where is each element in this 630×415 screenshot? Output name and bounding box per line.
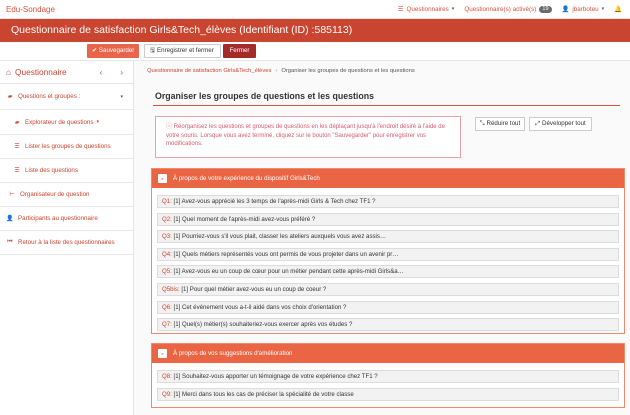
question-item[interactable]: Q2: [1] Quel moment de l'après-midi avez-vous préféré ? xyxy=(157,213,619,226)
info-alert-text: Réorganisez les questions et groupes de questions en les déplaçant jusqu'à l'endroit désiré à l'aide de votre souris. Lorsque vous avez terminé, cliquez sur le bouton "Sauvegarder" pour enregistrer vos modifications. xyxy=(166,124,445,148)
question-item[interactable]: Q4: [1] Quels métiers représentés vous ont permis de vous projeter dans un avenir pr… xyxy=(157,248,619,261)
question-group[interactable] xyxy=(151,343,625,408)
expand-all-button[interactable]: ⤢ Développer tout xyxy=(529,117,592,131)
question-item[interactable]: Q9: [1] Merci dans tous les cas de préciser la spécialité de votre classe xyxy=(157,388,619,401)
close-button[interactable]: Fermer xyxy=(223,44,256,58)
list-icon: ☰ xyxy=(397,5,404,13)
collapse-all-button[interactable]: ⤡ Réduire tout xyxy=(475,117,525,131)
question-group[interactable] xyxy=(151,168,625,334)
group-title: À propos de vos suggestions d'amélioration xyxy=(173,350,293,357)
group-header[interactable] xyxy=(152,344,624,363)
user-icon: 👤 xyxy=(6,216,14,222)
sidebar-item-list-groups[interactable]: ☰ Lister les groupes de questions xyxy=(0,135,133,159)
title-divider xyxy=(153,105,620,106)
compress-icon: ⤡ xyxy=(479,120,485,127)
breadcrumb xyxy=(147,65,415,77)
active-questionnaires-link[interactable]: Questionnaire(s) activé(s) 19 xyxy=(464,6,551,13)
check-icon: ✔ xyxy=(92,47,98,54)
sidebar-item-list-questions[interactable]: ☰ Liste des questions xyxy=(0,159,133,183)
page-title: Organiser les groupes de questions et les questions xyxy=(155,91,375,101)
user-menu[interactable]: 👤 jbarboteu ▾ xyxy=(561,5,605,13)
collapse-toggle-icon[interactable]: - xyxy=(158,349,167,358)
group-header[interactable] xyxy=(152,169,624,188)
chevron-down-icon: ▾ xyxy=(120,93,123,100)
breadcrumb-survey-link[interactable]: Questionnaire de satisfaction Girls&Tech_élèves xyxy=(147,68,272,74)
main-content xyxy=(134,61,630,415)
chevron-down-icon: ▾ xyxy=(601,6,605,12)
breadcrumb-current: Organiser les groupes de questions et les questions xyxy=(281,68,415,74)
sidebar-title: Questionnaire xyxy=(15,67,67,77)
survey-title: Questionnaire de satisfaction Girls&Tech_élèves (Identifiant (ID) :585113) xyxy=(11,24,353,36)
questionnaires-menu[interactable]: ☰ Questionnaires ▾ xyxy=(397,5,455,13)
action-toolbar xyxy=(0,42,630,61)
group-title: À propos de votre expérience du dispositif Girls&Tech xyxy=(173,175,320,182)
save-icon: 🖫 xyxy=(150,47,156,54)
survey-title-bar xyxy=(0,19,630,42)
chevron-down-icon: ▾ xyxy=(451,6,455,12)
user-icon: 👤 xyxy=(561,6,570,13)
brand-logo[interactable]: Edu-Sondage xyxy=(6,4,55,14)
organizer-icon: ⊢ xyxy=(9,192,15,198)
question-item[interactable]: Q7: [1] Quel(s) métier(s) souhaiteriez-vous exercer après vos études ? xyxy=(157,318,619,331)
top-navbar xyxy=(0,0,630,19)
question-item[interactable]: Q5bis: [1] Pour quel métier avez-vous eu un coup de coeur ? xyxy=(157,283,619,296)
sidebar-item-back-to-list[interactable]: ⏮ Retour à la liste des questionnaires xyxy=(0,231,133,255)
active-count-badge: 19 xyxy=(539,6,551,13)
question-item[interactable]: Q6: [1] Cet événement vous a-t-il aidé dans vos choix d'orientation ? xyxy=(157,301,619,314)
info-alert xyxy=(155,116,461,158)
save-button[interactable]: ✔ Sauvegarder xyxy=(87,44,139,58)
save-and-close-button[interactable]: 🖫 Enregistrer et fermer xyxy=(144,44,221,58)
sidebar-item-participants[interactable]: 👤 Participants au questionnaire xyxy=(0,207,133,231)
chevron-down-icon: ▾ xyxy=(96,119,99,125)
question-item[interactable]: Q8: [1] Souhaitez-vous apporter un témoignage de votre expérience chez TF1 ? xyxy=(157,370,619,383)
sidebar-header xyxy=(0,61,133,84)
info-icon: ⓘ xyxy=(166,124,173,130)
chevron-left-icon[interactable]: ‹ xyxy=(99,67,103,77)
sidebar-item-question-organizer[interactable]: ⊢ Organisateur de question xyxy=(0,183,133,207)
folder-open-icon: ▰ xyxy=(7,94,13,100)
home-icon: ⌂ xyxy=(6,67,12,77)
question-item[interactable]: Q3: [1] Pourriez-vous s'il vous plait, classer les ateliers auxquels vous avez assis… xyxy=(157,230,619,243)
sidebar xyxy=(0,61,134,415)
expand-icon: ⤢ xyxy=(535,120,541,127)
bell-icon[interactable]: 🔔 xyxy=(614,6,622,13)
list-icon: ☰ xyxy=(14,144,20,150)
question-item[interactable]: Q5: [1] Avez-vous eu un coup de cœur pour un métier pendant cette après-midi Girls&a… xyxy=(157,265,619,278)
sidebar-item-questions-groups[interactable]: ▰ Questions et groupes : ▾ xyxy=(0,84,133,110)
question-item[interactable]: Q1: [1] Avez-vous apprécié les 3 temps de l'après-midi Girls & Tech chez TF1 ? xyxy=(157,195,619,208)
folder-open-icon: ▰ xyxy=(14,119,20,126)
back-icon: ⏮ xyxy=(7,239,13,245)
breadcrumb-separator: › xyxy=(275,68,278,74)
list-icon: ☰ xyxy=(14,168,20,174)
collapse-toggle-icon[interactable]: - xyxy=(158,174,167,183)
sidebar-item-question-explorer[interactable]: ▰ Explorateur de questions ▾ xyxy=(0,110,133,135)
chevron-right-icon[interactable]: › xyxy=(120,67,123,77)
